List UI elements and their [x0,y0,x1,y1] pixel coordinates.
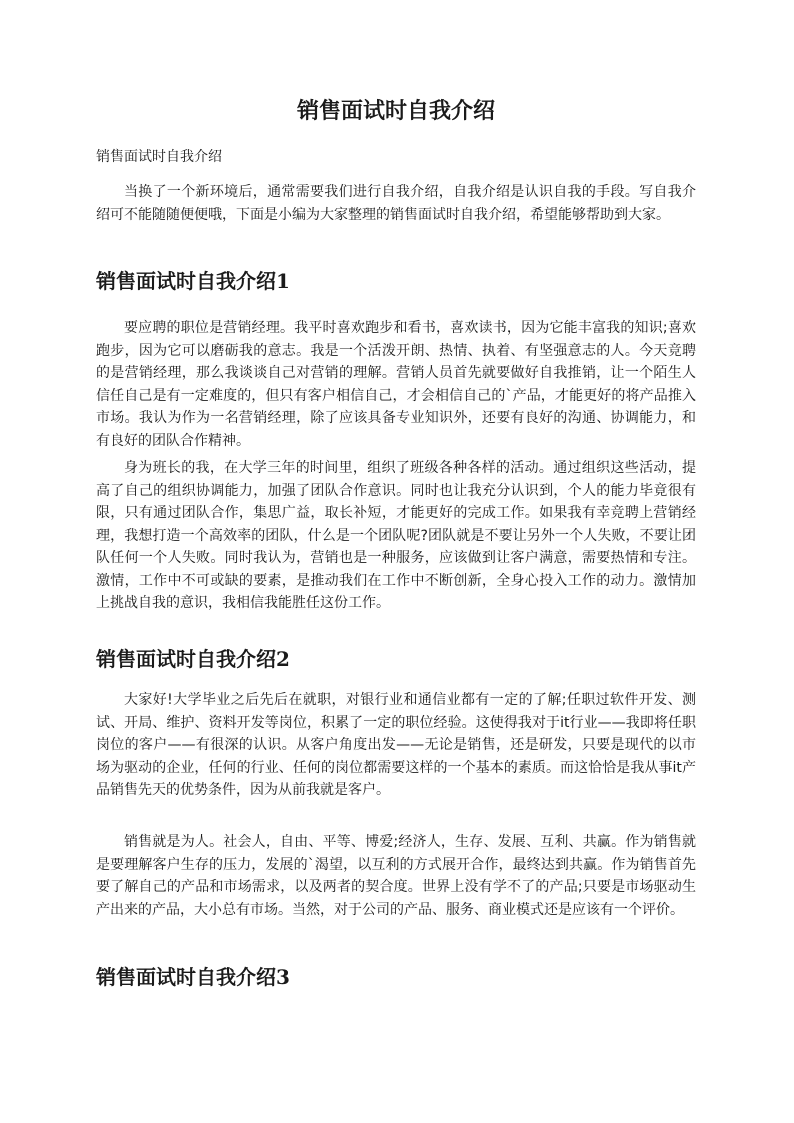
section-2-paragraph-2: 销售就是为人。社会人，自由、平等、博爱;经济人，生存、发展、互利、共赢。作为销售就是要理解客户生存的压力，发展的`渴望，以互利的方式展开合作，最终达到共赢。作为销售首先要了解自己的产品和市场需求，以及两者的契合度。世界上没有学不了的产品;只要是市场驱动生产出来的产品，大小总有市场。当然，对于公司的产品、服务、商业模式还是应该有一个评价。 [96,834,696,918]
section-heading-2: 销售面试时自我介绍2 [96,647,290,671]
section-heading-1: 销售面试时自我介绍1 [96,269,290,293]
document-subtitle: 销售面试时自我介绍 [96,149,222,165]
section-1-paragraph-1: 要应聘的职位是营销经理。我平时喜欢跑步和看书，喜欢读书，因为它能丰富我的知识;喜欢跑步，因为它可以磨砺我的意志。我是一个活泼开朗、热情、执着、有坚强意志的人。今天竞聘的是营销经理，那么我谈谈自己对营销的理解。营销人员首先就要做好自我推销，让一个陌生人信任自己是有一定难度的，但只有客户相信自己，才会相信自己的`产品，才能更好的将产品推入市场。我认为作为一名营销经理，除了应该具备专业知识外，还要有良好的沟通、协调能力，和有良好的团队合作精神。 [96,320,696,449]
section-1-paragraph-2: 身为班长的我，在大学三年的时间里，组织了班级各种各样的活动。通过组织这些活动，提高了自己的组织协调能力，加强了团队合作意识。同时也让我充分认识到，个人的能力毕竟很有限，只有通过团队合作，集思广益，取长补短，才能更好的完成工作。如果我有幸竞聘上营销经理，我想打造一个高效率的团队，什么是一个团队呢?团队就是不要让另外一个人失败，不要让团队任何一个人失败。同时我认为，营销也是一种服务，应该做到让客户满意，需要热情和专注。激情，工作中不可或缺的要素，是推动我们在工作中不断创新，全身心投入工作的动力。激情加上挑战自我的意识，我相信我能胜任这份工作。 [96,460,696,611]
section-2-paragraph-1: 大家好!大学毕业之后先后在就职，对银行业和通信业都有一定的了解;任职过软件开发、测试、开局、维护、资料开发等岗位，积累了一定的职位经验。这使得我对于it行业——我即将任职岗位的客户——有很深的认识。从客户角度出发——无论是销售，还是研发，只要是现代的以市场为驱动的企业，任何的行业、任何的岗位都需要这样的一个基本的素质。而这恰恰是我从事it产品销售先天的优势条件，因为从前我就是客户。 [96,692,696,798]
intro-paragraph: 当换了一个新环境后，通常需要我们进行自我介绍，自我介绍是认识自我的手段。写自我介绍可不能随随便便哦，下面是小编为大家整理的销售面试时自我介绍，希望能够帮助到大家。 [96,184,696,223]
section-heading-3: 销售面试时自我介绍3 [96,965,290,989]
document-title: 销售面试时自我介绍 [296,98,495,124]
